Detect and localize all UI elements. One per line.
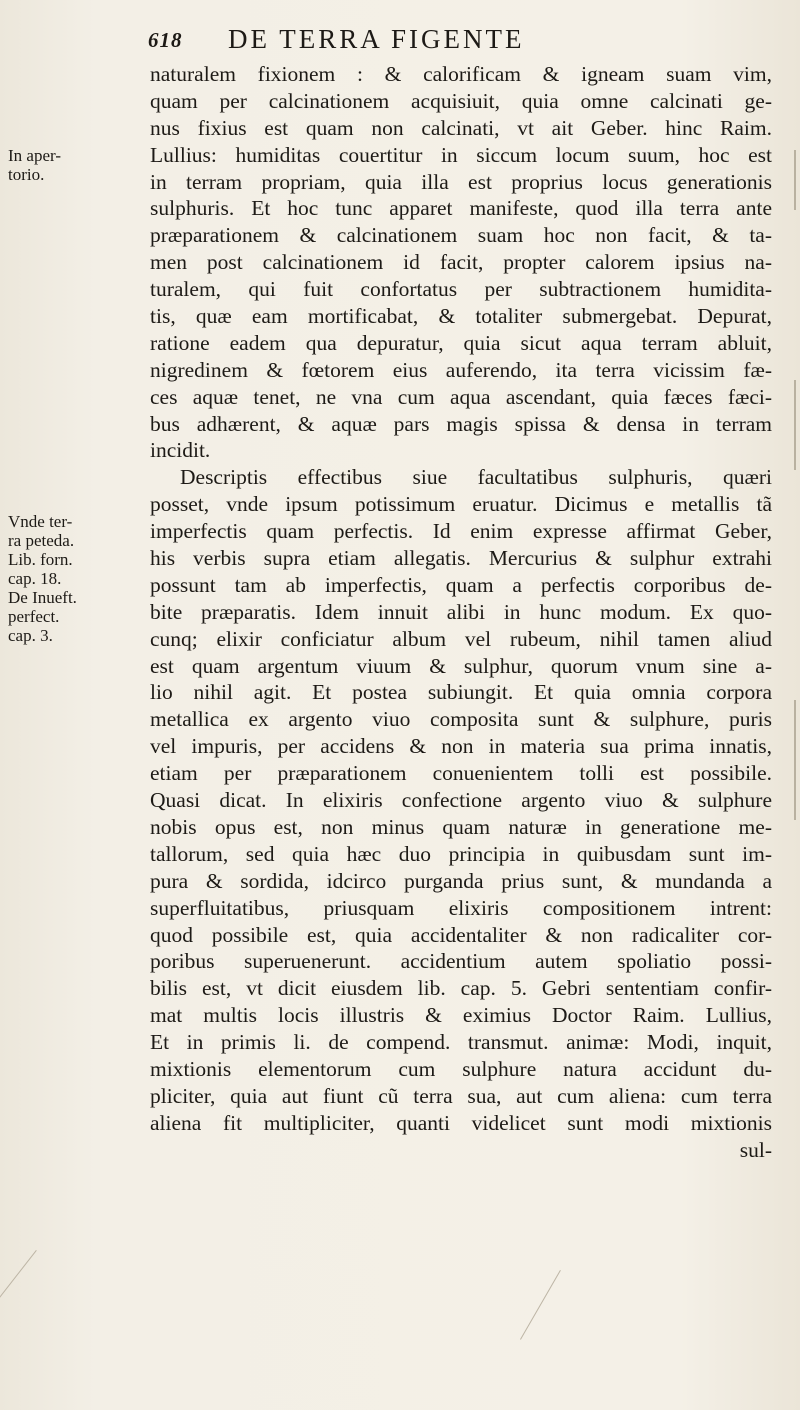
text-line: pliciter, quia aut fiunt cũ terra sua, aut cum aliena: cum terra xyxy=(150,1083,772,1108)
margin-note-line: Lib. forn. xyxy=(8,550,73,569)
text-line: imperfectis quam perfectis. Id enim expresse affirmat Geber, xyxy=(150,519,772,544)
text-line: tallorum, sed quia hæc duo principia in quibusdam sunt im- xyxy=(150,841,772,866)
text-line: poribus superuenerunt. accidentium autem spoliatio possi- xyxy=(150,949,772,974)
page-header xyxy=(148,22,678,58)
text-line: posset, vnde ipsum potissimum eruatur. Dicimus e metallis tã xyxy=(150,492,772,517)
text-line: est quam argentum viuum & sulphur, quorum vnum sine a- xyxy=(150,653,772,678)
text-line: nus fixius est quam non calcinati, vt ait Geber. hinc Raim. xyxy=(150,115,772,140)
text-line: incidit. xyxy=(150,438,211,463)
margin-note-line: ra peteda. xyxy=(8,531,75,550)
running-head: DE TERRA FIGENTE xyxy=(228,24,525,54)
text-line: Et in primis li. de compend. transmut. animæ: Modi, inquit, xyxy=(150,1030,772,1055)
margin-note-line: cap. 18. xyxy=(8,569,62,588)
text-line: possunt tam ab imperfectis, quam a perfectis corporibus de- xyxy=(150,572,772,597)
margin-note-line: De Inueft. xyxy=(8,588,77,607)
margin-note-line: torio. xyxy=(8,165,45,184)
margin-note-line: perfect. xyxy=(8,607,60,626)
text-line: tis, quæ eam mortificabat, & totaliter submergebat. Depurat, xyxy=(150,304,772,329)
text-line: superfluitatibus, priusquam elixiris compositionem intrent: xyxy=(150,895,772,920)
body-text xyxy=(150,61,772,1164)
text-line: bilis est, vt dicit eiusdem lib. cap. 5. Gebri sententiam confir- xyxy=(150,976,772,1001)
margin-note-1 xyxy=(8,146,136,184)
text-line: nigredinem & fœtorem eius auferendo, ita terra vicissim fæ- xyxy=(150,357,772,382)
text-line: bite præparatis. Idem innuit alibi in hunc modum. Ex quo- xyxy=(150,599,772,624)
text-line: sul- xyxy=(739,1137,772,1162)
text-line: ces aquæ tenet, ne vna cum aqua ascendant, quia fæces fæci- xyxy=(150,384,772,409)
margin-note-line: In aper- xyxy=(8,146,61,165)
text-line: bus adhærent, & aquæ pars magis spissa & densa in terram xyxy=(150,411,772,436)
text-line: men post calcinationem id facit, propter calorem ipsius na- xyxy=(150,250,772,275)
margin-note-line: cap. 3. xyxy=(8,626,53,645)
text-line: mixtionis elementorum cum sulphure natura accidunt du- xyxy=(150,1056,772,1081)
page-edge-mark xyxy=(794,150,796,210)
pencil-stroke xyxy=(520,1270,561,1340)
page-edge-mark xyxy=(794,700,796,820)
margin-note-2 xyxy=(8,512,136,645)
text-line: quod possibile est, quia accidentaliter & non radicaliter cor- xyxy=(150,922,772,947)
text-line: præparationem & calcinationem suam hoc non facit, & ta- xyxy=(150,223,772,248)
text-line: aliena fit multipliciter, quanti videlicet sunt modi mixtionis xyxy=(150,1110,772,1135)
text-line: nobis opus est, non minus quam naturæ in generatione me- xyxy=(150,814,772,839)
text-line: lio nihil agit. Et postea subiungit. Et quia omnia corpora xyxy=(150,680,772,705)
text-line: turalem, qui fuit confortatus per subtractionem humidita- xyxy=(150,277,772,302)
text-line: etiam per præparationem conuenientem tolli est possibile. xyxy=(150,761,772,786)
text-line: vel impuris, per accidens & non in materia sua prima innatis, xyxy=(150,734,772,759)
text-line: Descriptis effectibus siue facultatibus sulphuris, quæri xyxy=(180,465,772,490)
page-number: 618 xyxy=(148,28,183,52)
text-line: mat multis locis illustris & eximius Doctor Raim. Lullius, xyxy=(150,1003,772,1028)
text-line: Quasi dicat. In elixiris confectione argento viuo & sulphure xyxy=(150,788,772,813)
margin-note-line: Vnde ter- xyxy=(8,512,73,531)
pencil-stroke xyxy=(0,1250,37,1345)
text-line: ratione eadem qua depuratur, quia sicut aqua terram abluit, xyxy=(150,330,772,355)
text-line: in terram propriam, quia illa est proprius locus generationis xyxy=(150,169,772,194)
page-edge-mark xyxy=(794,380,796,470)
text-line: metallica ex argento viuo composita sunt & sulphure, puris xyxy=(150,707,772,732)
text-line: Lullius: humiditas couertitur in siccum locum suum, hoc est xyxy=(150,142,772,167)
text-line: sulphuris. Et hoc tunc apparet manifeste, quod illa terra ante xyxy=(150,196,772,221)
text-line: his verbis supra etiam allegatis. Mercurius & sulphur extrahi xyxy=(150,546,772,571)
text-line: quam per calcinationem acquisiuit, quia omne calcinati ge- xyxy=(150,88,772,113)
text-line: cunq; elixir conficiatur album vel rubeum, nihil tamen aliud xyxy=(150,626,772,651)
text-line: naturalem fixionem : & calorificam & igneam suam vim, xyxy=(150,62,772,86)
text-line: pura & sordida, idcirco purganda prius sunt, & mundanda a xyxy=(150,868,772,893)
